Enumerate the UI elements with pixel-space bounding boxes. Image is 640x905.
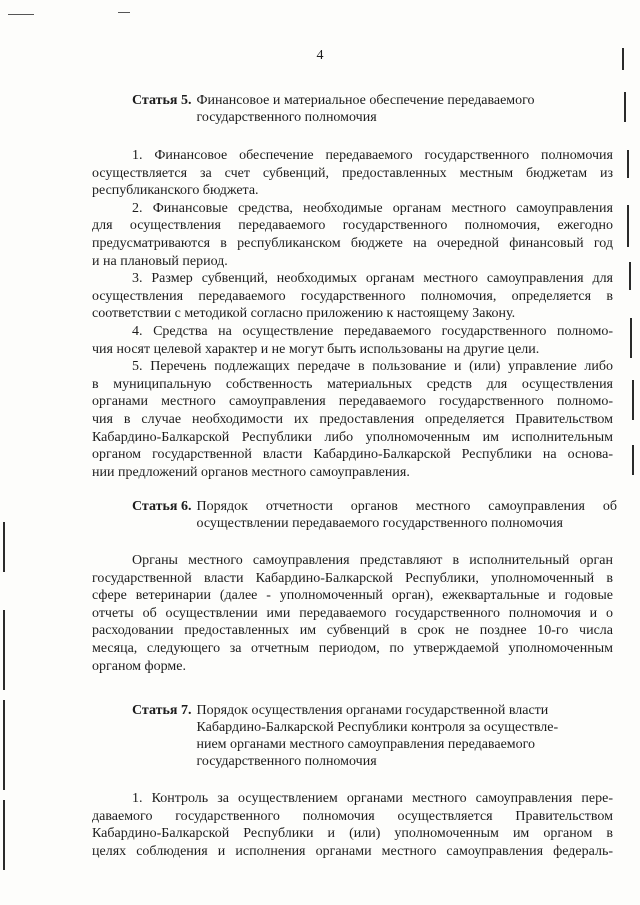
paragraph: 5. Перечень подлежащих передаче в пользование и (или) управление либо в муниципальную собственность материальных средств для осуществления органами местного самоуправления передаваемого государственного полномо- чия в случае необходимости их предоставления определяется Правительством Кабардино-Балкарской Республики либо уполномоченным им исполнительным органом государственной власти Кабардино-Балкарской Республики на основа- нии предложений органов местного самоуправления. bbox=[92, 359, 613, 480]
page-number: 4 bbox=[316, 48, 324, 63]
article-title: Порядок осуществления органами государственной власти Кабардино-Балкарской Республики контроля за осуществле- нием органами местного самоуправления передаваемого государственного полномочия bbox=[196, 703, 559, 769]
scan-artifact-left-4 bbox=[3, 800, 5, 870]
scan-artifact-right-7 bbox=[632, 380, 634, 420]
article-7-body bbox=[92, 790, 613, 860]
paragraph: 1. Контроль за осуществлением органами местного самоуправления пере- даваемого государственного полномочия осуществляется Правительством Кабардино-Балкарской Республики и (или) уполномоченным им органом в целях соблюдения и исполнения органами местного самоуправления федераль- bbox=[92, 791, 613, 859]
article-label: Статья 5. bbox=[132, 93, 192, 108]
article-5-heading bbox=[132, 92, 617, 126]
paragraph: 2. Финансовые средства, необходимые органам местного самоуправления для осуществления передаваемого государственного полномочия, ежегодно предусматриваются в республиканском бюджете на очередной финансовый год и на плановый период. bbox=[92, 200, 613, 269]
scan-artifact-right-2 bbox=[624, 92, 626, 122]
scan-artifact-left-1 bbox=[3, 522, 5, 572]
scan-artifact-right-6 bbox=[630, 318, 632, 358]
paragraph: 1. Финансовое обеспечение передаваемого государственного полномочия осуществляется за счет субвенций, предоставленных местным бюджетам из республиканского бюджета. bbox=[92, 148, 613, 199]
article-title: Порядок отчетности органов местного самоуправления об осуществлении передаваемого государственного полномочия bbox=[196, 499, 617, 531]
scan-artifact-right-5 bbox=[629, 262, 631, 290]
scan-artifact-left-2 bbox=[3, 610, 5, 690]
article-label: Статья 6. bbox=[132, 499, 192, 514]
paragraph: 4. Средства на осуществление передаваемого государственного полномо- чия носят целевой характер и не могут быть использованы на другие цели. bbox=[92, 323, 613, 357]
article-label: Статья 7. bbox=[132, 703, 192, 718]
scan-artifact-left-3 bbox=[3, 700, 5, 790]
article-6-heading bbox=[132, 498, 617, 532]
scan-artifact-right-4 bbox=[627, 205, 629, 247]
article-7-heading bbox=[132, 702, 617, 770]
scan-artifact-top bbox=[118, 12, 130, 13]
article-title: Финансовое и материальное обеспечение передаваемого государственного полномочия bbox=[196, 93, 535, 125]
paragraph: Органы местного самоуправления представляют в исполнительный орган государственной власти Кабардино-Балкарской Республики, уполномоченный в сфере ветеринарии (далее - уполномоченный орган), ежеквартальные и годовые отчеты об осуществлении ими передаваемого государственного полномочия и о расходовании предоставленных им субвенций в срок не позднее 10-го числа месяца, следующего за отчетным периодом, по утверждаемой уполномоченным органом форме. bbox=[92, 553, 613, 674]
scan-artifact-top-left bbox=[8, 14, 34, 15]
paragraph: 3. Размер субвенций, необходимых органам местного самоуправления для осуществления передаваемого государственного полномочия, определяется в соответствии с методикой согласно приложению к настоящему Закону. bbox=[92, 271, 613, 322]
scan-artifact-right-3 bbox=[627, 150, 629, 178]
scan-artifact-right-8 bbox=[632, 445, 634, 475]
article-6-body bbox=[92, 552, 613, 675]
article-5-body bbox=[92, 147, 613, 481]
